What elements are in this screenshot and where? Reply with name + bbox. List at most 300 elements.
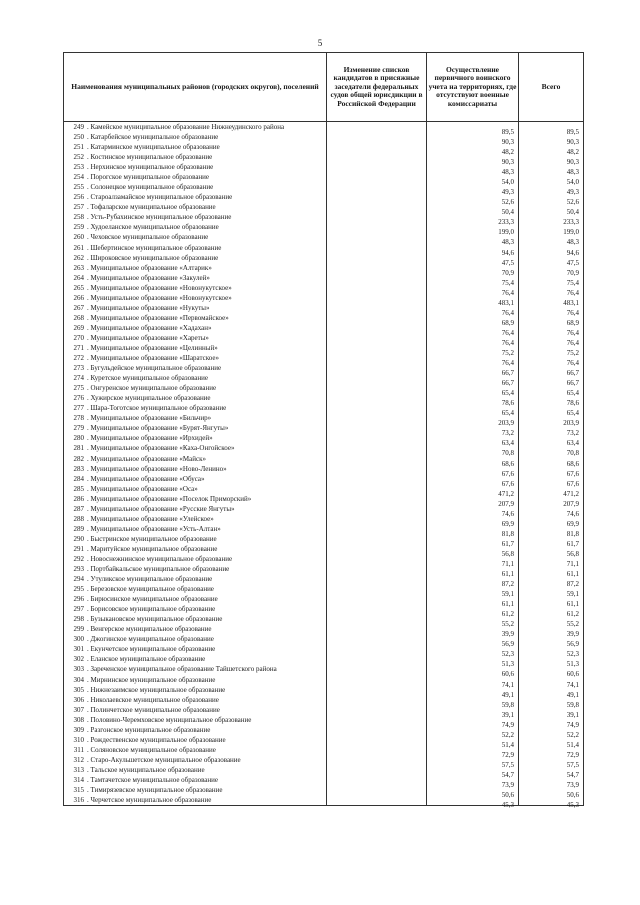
row-name: Камейское муниципальное образование Нижнеудинского района <box>90 123 285 131</box>
row-name: Соляновское муниципальное образование <box>90 745 216 754</box>
row-jurors-cell <box>327 393 427 403</box>
header-military: Осуществление первичного воинского учета на территориях, где отсутствуют военные комиссариаты <box>427 53 519 122</box>
row-name-cell: 311 . Соляновское муниципальное образование <box>64 745 327 755</box>
row-jurors-cell <box>327 142 427 152</box>
row-name: Муниципальное образование «Оса» <box>90 484 198 493</box>
row-name-cell: 268 . Муниципальное образование «Первомайское» <box>64 313 327 323</box>
row-number: 314 <box>73 776 84 784</box>
row-jurors-cell <box>327 293 427 303</box>
row-number: 304 <box>73 675 84 684</box>
row-name-cell: 284 . Муниципальное образование «Обуса» <box>64 474 327 484</box>
row-jurors-cell <box>327 484 427 494</box>
row-military-cell: 87,2 <box>427 579 519 589</box>
row-number: 295 <box>73 585 84 594</box>
row-name-cell: 315 . Тимирязевское муниципальное образование <box>64 785 327 795</box>
row-total-cell: 89,5 <box>519 127 584 138</box>
row-number: 277 <box>73 404 84 413</box>
row-total-cell: 52,6 <box>519 197 584 207</box>
row-name-cell: 253 . Нерхинское муниципальное образование <box>64 162 327 172</box>
row-number: 315 <box>73 786 84 795</box>
row-total-cell: 65,4 <box>519 388 584 398</box>
row-name: Муниципальное образование «Нукуты» <box>90 303 210 312</box>
row-name: Разгонское муниципальное образование <box>90 725 211 734</box>
row-name: Муниципальное образование «Бурят-Янгуты» <box>90 424 229 433</box>
row-number: 282 <box>73 454 84 463</box>
row-name: Николаевское муниципальное образование <box>90 695 219 704</box>
row-name-cell: 296 . Бирюсинское муниципальное образование <box>64 594 327 604</box>
row-total-cell: 57,5 <box>519 760 584 770</box>
row-number: 308 <box>73 715 84 724</box>
row-number: 280 <box>73 434 84 443</box>
row-total-cell: 71,1 <box>519 559 584 569</box>
row-number: 275 <box>73 384 84 393</box>
row-number: 310 <box>73 735 84 744</box>
row-jurors-cell <box>327 263 427 273</box>
row-military-cell: 90,3 <box>427 157 519 167</box>
row-name: Бирюсинское муниципальное образование <box>90 595 218 604</box>
row-military-cell: 54,0 <box>427 177 519 187</box>
row-number: 260 <box>73 233 84 242</box>
row-military-cell: 76,4 <box>427 308 519 318</box>
row-name: Муниципальное образование «Обуса» <box>90 474 205 483</box>
row-jurors-cell <box>327 624 427 634</box>
row-military-cell: 57,5 <box>427 760 519 770</box>
row-jurors-cell <box>327 775 427 785</box>
row-name-cell: 316 . Черчетское муниципальное образование <box>64 795 327 806</box>
row-jurors-cell <box>327 685 427 695</box>
row-military-cell: 51,3 <box>427 659 519 669</box>
row-name-cell: 267 . Муниципальное образование «Нукуты» <box>64 303 327 313</box>
row-name: Худоеланское муниципальное образование <box>90 223 219 232</box>
row-jurors-cell <box>327 514 427 524</box>
row-military-cell: 59,1 <box>427 589 519 599</box>
row-number: 278 <box>73 414 84 423</box>
row-total-cell: 39,1 <box>519 710 584 720</box>
row-military-cell: 75,2 <box>427 348 519 358</box>
row-military-cell: 61,1 <box>427 599 519 609</box>
row-name: Еланское муниципальное образование <box>90 655 206 664</box>
row-military-cell: 203,9 <box>427 418 519 428</box>
row-military-cell: 68,9 <box>427 318 519 328</box>
row-number: 261 <box>73 243 84 252</box>
row-number: 312 <box>73 755 84 764</box>
row-name: Солонецкое муниципальное образование <box>90 183 214 192</box>
row-name: Муниципальное образование «Целинный» <box>90 343 218 352</box>
row-name-cell: 266 . Муниципальное образование «Новонукутское» <box>64 293 327 303</box>
row-name-cell: 251 . Катарминское муниципальное образование <box>64 142 327 152</box>
row-military-cell: 65,4 <box>427 408 519 418</box>
row-number: 285 <box>73 484 84 493</box>
row-name-cell: 288 . Муниципальное образование «Улейское» <box>64 514 327 524</box>
row-number: 286 <box>73 494 84 503</box>
row-name: Мирнинское муниципальное образование <box>90 675 216 684</box>
row-jurors-cell <box>327 423 427 433</box>
row-total-cell: 66,7 <box>519 368 584 378</box>
row-name: Тамтачетское муниципальное образование <box>90 776 218 784</box>
row-jurors-cell <box>327 534 427 544</box>
row-name: Усть-Рубахинское муниципальное образование <box>90 213 232 222</box>
row-name: Бузыкановское муниципальное образование <box>90 615 223 624</box>
row-name: Бугульдейское муниципальное образование <box>90 364 222 373</box>
row-number: 276 <box>73 394 84 403</box>
row-name: Муниципальное образование «Каха-Онгойское» <box>90 444 235 453</box>
row-number: 297 <box>73 605 84 614</box>
header-total: Всего <box>519 53 584 122</box>
row-military-cell: 49,1 <box>427 690 519 700</box>
row-total-cell: 75,2 <box>519 348 584 358</box>
row-name-cell: 264 . Муниципальное образование «Закулей» <box>64 273 327 283</box>
row-name: Муниципальное образование «Ново-Ленино» <box>90 464 227 473</box>
row-military-cell: 72,9 <box>427 750 519 760</box>
row-jurors-cell <box>327 664 427 674</box>
row-number: 256 <box>73 193 84 202</box>
row-total-cell: 54,7 <box>519 770 584 780</box>
row-name: Муниципальное образование «Улейское» <box>90 514 214 523</box>
row-name: Зареченское муниципальное образование Тайшетского района <box>90 665 277 674</box>
row-military-cell: 56,8 <box>427 549 519 559</box>
row-total-cell: 81,8 <box>519 529 584 539</box>
row-military-cell: 50,6 <box>427 790 519 800</box>
row-name: Утуликское муниципальное образование <box>90 575 213 584</box>
row-total-cell: 55,2 <box>519 619 584 629</box>
row-total-cell: 67,6 <box>519 469 584 479</box>
row-name-cell: 254 . Порогское муниципальное образование <box>64 172 327 182</box>
row-total-cell: 65,4 <box>519 408 584 418</box>
row-jurors-cell <box>327 755 427 765</box>
row-name: Борисовское муниципальное образование <box>90 605 216 614</box>
row-name-cell: 258 . Усть-Рубахинское муниципальное образование <box>64 212 327 222</box>
row-total-cell: 203,9 <box>519 418 584 428</box>
row-name: Рождественское муниципальное образование <box>90 735 226 744</box>
row-name: Катарбейское муниципальное образование <box>90 133 219 141</box>
row-total-cell: 66,7 <box>519 378 584 388</box>
row-number: 264 <box>73 273 84 282</box>
row-name-cell: 303 . Зареченское муниципальное образование Тайшетского района <box>64 664 327 674</box>
row-name-cell: 278 . Муниципальное образование «Бильчир» <box>64 413 327 423</box>
row-number: 291 <box>73 544 84 553</box>
row-number: 293 <box>73 565 84 574</box>
row-military-cell: 66,7 <box>427 368 519 378</box>
row-number: 309 <box>73 725 84 734</box>
row-name-cell: 261 . Шебертинское муниципальное образование <box>64 243 327 253</box>
row-name-cell: 279 . Муниципальное образование «Бурят-Янгуты» <box>64 423 327 433</box>
row-total-cell: 67,6 <box>519 479 584 489</box>
row-name: Полинчетское муниципальное образование <box>90 705 220 714</box>
row-name: Катарминское муниципальное образование <box>90 143 220 152</box>
row-number: 290 <box>73 534 84 543</box>
row-military-cell: 49,3 <box>427 187 519 197</box>
row-name-cell: 313 . Тальское муниципальное образование <box>64 765 327 775</box>
row-name: Быстринское муниципальное образование <box>90 534 217 543</box>
row-name-cell: 265 . Муниципальное образование «Новонукутское» <box>64 283 327 293</box>
row-military-cell: 52,3 <box>427 649 519 659</box>
row-name: Хужирское муниципальное образование <box>90 394 211 403</box>
row-jurors-cell <box>327 212 427 222</box>
row-name-cell: 256 . Староалзамайское муниципальное образование <box>64 192 327 202</box>
row-number: 269 <box>73 323 84 332</box>
row-total-cell: 68,6 <box>519 459 584 469</box>
row-total-cell: 45,3 <box>519 800 584 811</box>
row-total-cell: 72,9 <box>519 750 584 760</box>
row-name-cell: 295 . Березовское муниципальное образование <box>64 584 327 594</box>
row-total-cell: 48,3 <box>519 237 584 247</box>
row-name-cell: 289 . Муниципальное образование «Усть-Алтан» <box>64 524 327 534</box>
row-name: Староалзамайское муниципальное образование <box>90 193 233 202</box>
row-jurors-cell <box>327 353 427 363</box>
row-number: 283 <box>73 464 84 473</box>
row-number: 268 <box>73 313 84 322</box>
row-jurors-cell <box>327 745 427 755</box>
row-name-cell: 255 . Солонецкое муниципальное образование <box>64 182 327 192</box>
row-total-cell: 78,6 <box>519 398 584 408</box>
row-name: Нижнезаимское муниципальное образование <box>90 685 226 694</box>
row-total-cell: 68,9 <box>519 318 584 328</box>
row-name: Куретское муниципальное образование <box>90 374 209 383</box>
row-number: 296 <box>73 595 84 604</box>
header-name: Наименования муниципальных районов (городских округов), поселений <box>64 53 327 122</box>
row-name-cell: 260 . Чеховское муниципальное образование <box>64 232 327 242</box>
row-name: Муниципальное образование «Усть-Алтан» <box>90 524 221 533</box>
row-jurors-cell <box>327 283 427 293</box>
row-number: 262 <box>73 253 84 262</box>
row-name: Березовское муниципальное образование <box>90 585 214 594</box>
row-jurors-cell <box>327 594 427 604</box>
row-total-cell: 76,4 <box>519 328 584 338</box>
row-military-cell: 68,6 <box>427 459 519 469</box>
row-name-cell: 287 . Муниципальное образование «Русские Янгуты» <box>64 504 327 514</box>
row-jurors-cell <box>327 343 427 353</box>
row-name-cell: 312 . Старо-Акульшетское муниципальное образование <box>64 755 327 765</box>
row-name: Портбайкальское муниципальное образование <box>90 565 230 574</box>
row-name-cell: 277 . Шара-Тоготское муниципальное образование <box>64 403 327 413</box>
row-name-cell: 304 . Мирнинское муниципальное образование <box>64 675 327 685</box>
table-body <box>64 122 584 810</box>
row-military-cell: 65,4 <box>427 388 519 398</box>
row-number: 316 <box>73 796 84 805</box>
row-number: 302 <box>73 655 84 664</box>
row-military-cell: 47,5 <box>427 258 519 268</box>
row-name: Муниципальное образование «Хадахан» <box>90 323 212 332</box>
row-total-cell: 76,4 <box>519 358 584 368</box>
row-jurors-cell <box>327 795 427 806</box>
row-name-cell: 263 . Муниципальное образование «Алтарик» <box>64 263 327 273</box>
row-jurors-cell <box>327 584 427 594</box>
row-military-cell: 67,6 <box>427 479 519 489</box>
row-total-cell: 233,3 <box>519 217 584 227</box>
row-total-cell: 59,8 <box>519 700 584 710</box>
row-jurors-cell <box>327 152 427 162</box>
row-total-cell: 74,1 <box>519 680 584 690</box>
row-military-cell: 54,7 <box>427 770 519 780</box>
row-military-cell: 59,8 <box>427 700 519 710</box>
row-number: 298 <box>73 615 84 624</box>
row-total-cell: 483,1 <box>519 298 584 308</box>
row-military-cell: 89,5 <box>427 127 519 138</box>
row-name: Муниципальное образование «Ирхидей» <box>90 434 213 443</box>
row-name-cell: 250 . Катарбейское муниципальное образование <box>64 132 327 142</box>
row-jurors-cell <box>327 785 427 795</box>
row-military-cell: 56,9 <box>427 639 519 649</box>
row-military-cell: 74,6 <box>427 509 519 519</box>
row-number: 311 <box>73 745 84 754</box>
row-number: 258 <box>73 213 84 222</box>
row-military-cell: 48,3 <box>427 167 519 177</box>
row-name-cell: 293 . Портбайкальское муниципальное образование <box>64 564 327 574</box>
row-total-cell: 48,2 <box>519 147 584 157</box>
row-total-cell: 50,6 <box>519 790 584 800</box>
row-number: 253 <box>73 163 84 172</box>
row-name: Черчетское муниципальное образование <box>90 796 212 805</box>
row-number: 305 <box>73 685 84 694</box>
row-name: Муниципальное образование «Поселок Приморский» <box>90 494 252 503</box>
row-number: 249 <box>73 123 84 131</box>
row-military-cell: 73,9 <box>427 780 519 790</box>
row-name-cell: 269 . Муниципальное образование «Хадахан» <box>64 323 327 333</box>
row-jurors-cell <box>327 474 427 484</box>
row-number: 273 <box>73 364 84 373</box>
row-number: 289 <box>73 524 84 533</box>
row-number: 279 <box>73 424 84 433</box>
row-jurors-cell <box>327 554 427 564</box>
row-jurors-cell <box>327 715 427 725</box>
row-name: Венгерское муниципальное образование <box>90 625 212 634</box>
row-name: Тимирязевское муниципальное образование <box>90 786 223 795</box>
row-jurors-cell <box>327 182 427 192</box>
row-jurors-cell <box>327 313 427 323</box>
row-total-cell: 59,1 <box>519 589 584 599</box>
row-number: 281 <box>73 444 84 453</box>
row-name: Костинское муниципальное образование <box>90 153 213 162</box>
row-name-cell: 310 . Рождественское муниципальное образование <box>64 735 327 745</box>
row-military-cell: 81,8 <box>427 529 519 539</box>
row-total-cell: 76,4 <box>519 308 584 318</box>
row-military-cell: 75,4 <box>427 278 519 288</box>
row-jurors-cell <box>327 634 427 644</box>
row-name: Муниципальное образование «Бильчир» <box>90 414 212 423</box>
row-name-cell: 249 . Камейское муниципальное образование Нижнеудинского района <box>64 122 327 133</box>
row-name: Старо-Акульшетское муниципальное образование <box>90 755 241 764</box>
row-number: 287 <box>73 504 84 513</box>
row-jurors-cell <box>327 433 427 443</box>
row-total-cell: 61,7 <box>519 539 584 549</box>
row-number: 288 <box>73 514 84 523</box>
row-jurors-cell <box>327 574 427 584</box>
row-total-cell: 207,9 <box>519 499 584 509</box>
row-total-cell: 50,4 <box>519 207 584 217</box>
row-number: 303 <box>73 665 84 674</box>
row-number: 267 <box>73 303 84 312</box>
row-total-cell: 199,0 <box>519 227 584 237</box>
row-name-cell: 276 . Хужирское муниципальное образование <box>64 393 327 403</box>
row-total-cell: 49,3 <box>519 187 584 197</box>
row-total-cell: 60,6 <box>519 669 584 679</box>
row-number: 301 <box>73 645 84 654</box>
row-jurors-cell <box>327 454 427 464</box>
row-name: Чеховское муниципальное образование <box>90 233 209 242</box>
row-name-cell: 286 . Муниципальное образование «Поселок Приморский» <box>64 494 327 504</box>
row-name: Новоснежнинское муниципальное образование <box>90 554 233 563</box>
row-name-cell: 302 . Еланское муниципальное образование <box>64 654 327 664</box>
row-number: 307 <box>73 705 84 714</box>
row-jurors-cell <box>327 544 427 554</box>
row-name: Муниципальное образование «Новонукутское» <box>90 283 232 292</box>
row-jurors-cell <box>327 614 427 624</box>
row-name-cell: 270 . Муниципальное образование «Хареты» <box>64 333 327 343</box>
row-jurors-cell <box>327 403 427 413</box>
row-name: Муниципальное образование «Первомайское» <box>90 313 229 322</box>
row-military-cell: 48,2 <box>427 147 519 157</box>
row-name-cell: 259 . Худоеланское муниципальное образование <box>64 222 327 232</box>
row-total-cell: 90,3 <box>519 157 584 167</box>
row-name-cell: 294 . Утуликское муниципальное образование <box>64 574 327 584</box>
row-name-cell: 285 . Муниципальное образование «Оса» <box>64 484 327 494</box>
row-jurors-cell <box>327 192 427 202</box>
row-jurors-cell <box>327 765 427 775</box>
row-total-cell: 73,2 <box>519 428 584 438</box>
row-military-cell: 61,1 <box>427 569 519 579</box>
row-number: 257 <box>73 203 84 212</box>
row-jurors-cell <box>327 273 427 283</box>
row-total-cell: 87,2 <box>519 579 584 589</box>
row-military-cell: 61,7 <box>427 539 519 549</box>
row-military-cell: 94,6 <box>427 248 519 258</box>
row-name-cell: 306 . Николаевское муниципальное образование <box>64 695 327 705</box>
row-jurors-cell <box>327 162 427 172</box>
row-total-cell: 90,3 <box>519 137 584 147</box>
row-jurors-cell <box>327 232 427 242</box>
row-military-cell: 39,9 <box>427 629 519 639</box>
row-name: Муниципальное образование «Новонукутское» <box>90 293 232 302</box>
row-total-cell: 74,6 <box>519 509 584 519</box>
row-jurors-cell <box>327 373 427 383</box>
row-name-cell: 280 . Муниципальное образование «Ирхидей» <box>64 433 327 443</box>
row-jurors-cell <box>327 253 427 263</box>
row-name-cell: 252 . Костинское муниципальное образование <box>64 152 327 162</box>
row-name-cell: 271 . Муниципальное образование «Целинный» <box>64 343 327 353</box>
row-name-cell: 272 . Муниципальное образование «Шаратское» <box>64 353 327 363</box>
row-jurors-cell <box>327 504 427 514</box>
row-name-cell: 314 . Тамтачетское муниципальное образование <box>64 775 327 785</box>
row-number: 272 <box>73 354 84 363</box>
row-military-cell: 51,4 <box>427 740 519 750</box>
row-military-cell: 74,1 <box>427 680 519 690</box>
row-total-cell: 75,4 <box>519 278 584 288</box>
row-military-cell: 73,2 <box>427 428 519 438</box>
row-military-cell: 78,6 <box>427 398 519 408</box>
row-total-cell: 51,4 <box>519 740 584 750</box>
row-military-cell: 76,4 <box>427 358 519 368</box>
row-name-cell: 300 . Джогинское муниципальное образование <box>64 634 327 644</box>
row-jurors-cell <box>327 323 427 333</box>
row-jurors-cell <box>327 363 427 373</box>
row-military-cell: 63,4 <box>427 438 519 448</box>
row-jurors-cell <box>327 654 427 664</box>
row-name: Муниципальное образование «Русские Янгуты» <box>90 504 235 513</box>
row-military-cell: 55,2 <box>427 619 519 629</box>
row-name-cell: 283 . Муниципальное образование «Ново-Ленино» <box>64 464 327 474</box>
row-military-cell: 52,2 <box>427 730 519 740</box>
row-name: Муниципальное образование «Майск» <box>90 454 206 463</box>
row-total-cell: 76,4 <box>519 288 584 298</box>
row-name: Широковское муниципальное образование <box>90 253 219 262</box>
row-military-cell: 483,1 <box>427 298 519 308</box>
row-jurors-cell <box>327 222 427 232</box>
row-military-cell: 61,2 <box>427 609 519 619</box>
row-total-cell: 52,3 <box>519 649 584 659</box>
row-number: 300 <box>73 635 84 644</box>
row-name-cell: 281 . Муниципальное образование «Каха-Онгойское» <box>64 443 327 453</box>
row-name-cell: 297 . Борисовское муниципальное образование <box>64 604 327 614</box>
